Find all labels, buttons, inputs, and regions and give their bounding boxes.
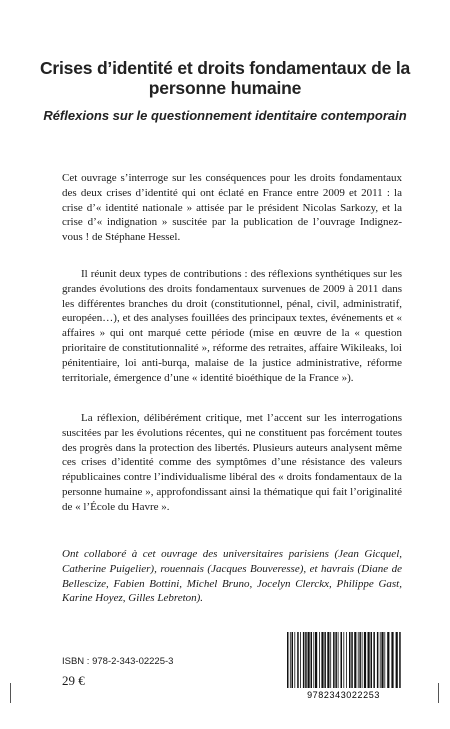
isbn-label: ISBN : 978-2-343-02225-3 (62, 656, 174, 667)
summary-paragraph-2: Il réunit deux types de contributions : des réflexions synthétiques sur les grandes évolutions des droits fondamentaux survenues de 2009 à 2011 dans les différentes branches du droit (constitutionnel, pénal, civil, administratif, européen…), et des analyses fouillées des principaux textes, événements et « affaires » qui ont marqué cette période (mise en œuvre de la « question prioritaire de constitutionnalité », réforme des retraites, affaire Wikileaks, loi pénitentiaire, loi anti-burqa, malaise de la justice administrative, réforme territoriale, émergence d’une « identité bioéthique de la France »). (62, 268, 402, 384)
barcode-number: 9782343022253 (307, 690, 380, 700)
barcode-bar (343, 632, 344, 688)
barcode-bar (387, 632, 389, 688)
barcode-bar (327, 632, 329, 688)
price-label: 29 € (62, 673, 85, 688)
crop-mark-left (10, 683, 11, 703)
barcode-bar (324, 632, 326, 688)
barcode-bar (315, 632, 317, 688)
barcode-bar (349, 632, 351, 688)
barcode-bar (368, 632, 370, 688)
book-subtitle: Réflexions sur le questionnement identitaire contemporain (43, 108, 407, 123)
barcode-bar (303, 632, 305, 688)
barcode-bar (396, 632, 398, 688)
barcode-bar (384, 632, 385, 688)
barcode-bar (333, 632, 335, 688)
barcode-bar (330, 632, 331, 688)
barcode-bars (287, 632, 401, 688)
barcode-bar (290, 632, 291, 688)
barcode-bar (351, 632, 353, 688)
barcode-bar (341, 632, 343, 688)
crop-mark-right (438, 683, 439, 703)
barcode-bar (354, 632, 356, 688)
barcode-bar (377, 632, 379, 688)
barcode-bar (359, 632, 361, 688)
barcode-bar (358, 632, 359, 688)
barcode-bar (338, 632, 339, 688)
barcode-bar (335, 632, 337, 688)
barcode-bar (371, 632, 373, 688)
barcode-bar (300, 632, 301, 688)
barcode-bar (319, 632, 320, 688)
barcode-bar (313, 632, 314, 688)
barcode-bar (362, 632, 363, 688)
barcode-bar (287, 632, 289, 688)
barcode-bar (292, 632, 294, 688)
barcode-bar (308, 632, 310, 688)
barcode-bar (364, 632, 366, 688)
barcode-bar (399, 632, 401, 688)
contributors-paragraph: Ont collaboré à cet ouvrage des universitaires parisiens (Jean Gicquel, Catherine Puigelier), rouennais (Jacques Bouveresse), et havrais (Diane de Bellescize, Fabien Bottini, Michel Bruno, Jocelyn Clerckx, Philippe Gast, Karine Hoyez, Gilles Lebreton). (62, 548, 402, 605)
barcode-bar (380, 632, 381, 688)
barcode (281, 630, 406, 700)
barcode-bar (305, 632, 307, 688)
barcode-bar (391, 632, 393, 688)
summary-paragraph-3: La réflexion, délibérément critique, met l’accent sur les interrogations suscitées par les évolutions récentes, qui ne constituent pas forcément toutes des progrès dans la protection des libertés. Plusieurs auteurs analysent même ces crises d’identité comme des symptômes d’une résistance des valeurs républicaines contre l’individualisme libéral des « droits fondamentaux de la personne humaine », approfondissant ainsi la thématique qui fait l’originalité de « l’École du Havre ». (62, 412, 402, 513)
barcode-bar (321, 632, 323, 688)
summary-paragraph-1: Cet ouvrage s’interroge sur les conséquences pour les droits fondamentaux des deux crises d’identité qui ont éclaté en France entre 2009 et 2011 : la crise d’« identité nationale » attisée par le président Nicolas Sarkozy, et la crise d’« indignation » suscitée par la publication de l’ouvrage Indignez-vous ! de Stéphane Hessel. (62, 172, 402, 244)
barcode-bar (373, 632, 375, 688)
barcode-bar (297, 632, 299, 688)
barcode-bar (346, 632, 347, 688)
book-title: Crises d’identité et droits fondamentaux de la personne humaine (39, 58, 411, 98)
barcode-bar (381, 632, 383, 688)
barcode-bar (294, 632, 295, 688)
barcode-bar (311, 632, 313, 688)
